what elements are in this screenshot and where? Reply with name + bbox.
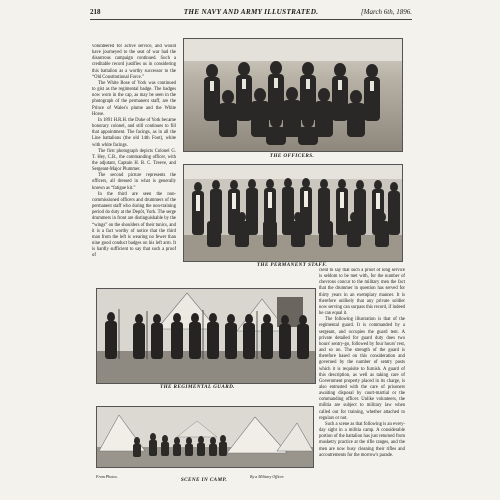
paragraph: The following illustration is that of the regimental guard. It is commanded by a sergeant, and occupies the guard tent. A private detailed for guard duty does two hours' sentry-go, followed by four hours' rest, and so on. The strength of the guard is therefore based on this consideration and governed by the number of sentry posts which it is requisite to furnish. A guard of this description, as well as taking care of Government property placed in its charge, is also entrusted with the care of prisoners awaiting disposal by court-martial or the commanding officer. Unlike volunteers, the militia are subject to military law when called out for training, whether attached to regulars or not. xyxy=(319,317,405,421)
photo-credit-left: From Photos. xyxy=(96,474,118,479)
permanent-staff-caption: THE PERMANENT STAFF. xyxy=(256,262,328,268)
regimental-guard-caption: THE REGIMENTAL GUARD. xyxy=(160,384,235,390)
right-text-column xyxy=(319,268,405,480)
paragraph: In the third are seen the non-commissioned officers and drummers of the permanent staff who during the non-training period do duty at the Depôt, York. The serge drummers in front are distinguishable by the “wings” on the shoulders of their tunics, and it is a fact worthy of notice that the third man from the left is wearing no fewer than nine good conduct badges on his left arm. It is hardly sufficient to say that such a proof of xyxy=(92,191,176,259)
scene-in-camp-photo xyxy=(96,406,314,468)
scene-in-camp-caption: SCENE IN CAMP. xyxy=(180,477,228,483)
header-rule xyxy=(90,19,412,20)
officers-photo xyxy=(183,38,403,152)
issue-date: [March 6th, 1896. xyxy=(360,8,412,16)
paragraph: The second picture represents the officers, all dressed in what is generally known as “fatigue kit.” xyxy=(92,173,176,191)
paragraph: In 1891 H.R.H. the Duke of York became honorary colonel, and still continues to fill that appointment. The facings, as in all the Line battalions (the old 14th Foot), white with white facings. xyxy=(92,117,176,148)
page-number: 218 xyxy=(90,8,101,16)
paragraph: cient to say that such a proof of long service is seldom to be met with, for the number of chevrons concur to the military men the fact that the drummer in question has served for thirty years in an exemplary manner. It is therefore unlikely that any private soldier now serving can surpass this record, if indeed he can equal it. xyxy=(319,268,405,317)
paragraph: volunteered for active service, and would have journeyed to the seat of war had the disastrous campaign continued. Such a creditable record justifies us in considering this battalion as a worthy successor to the “Old Constitutional Force.” xyxy=(92,44,176,80)
regimental-guard-photo xyxy=(96,288,316,384)
photo-credit-right: By a Military Officer. xyxy=(250,474,285,479)
paragraph: Such a scene as that following is an every-day sight in a militia camp. A considerable portion of the battalion has just returned from musketry practice at the rifle ranges, and the men are now busy cleaning their rifles and accoutrements for the morrow's parade. xyxy=(319,421,405,458)
paragraph: The first photograph depicts Colonel G. T. Hey, C.B., the commanding officer, with the adjutant, Captain H. B. C. Treeve, and Sergeant-Major Plummer. xyxy=(92,148,176,173)
publication-title: THE NAVY AND ARMY ILLUSTRATED. xyxy=(183,8,319,16)
permanent-staff-photo xyxy=(183,164,403,262)
officers-caption: THE OFFICERS. xyxy=(269,153,315,159)
left-text-column xyxy=(92,44,176,272)
paragraph: The White Rose of York was continued to gist as the regimental badge. The badges now worn in the cap, as may be seen in the photograph of the permanent staff, are the Prince of Wales's plume and the White Horse. xyxy=(92,80,176,117)
